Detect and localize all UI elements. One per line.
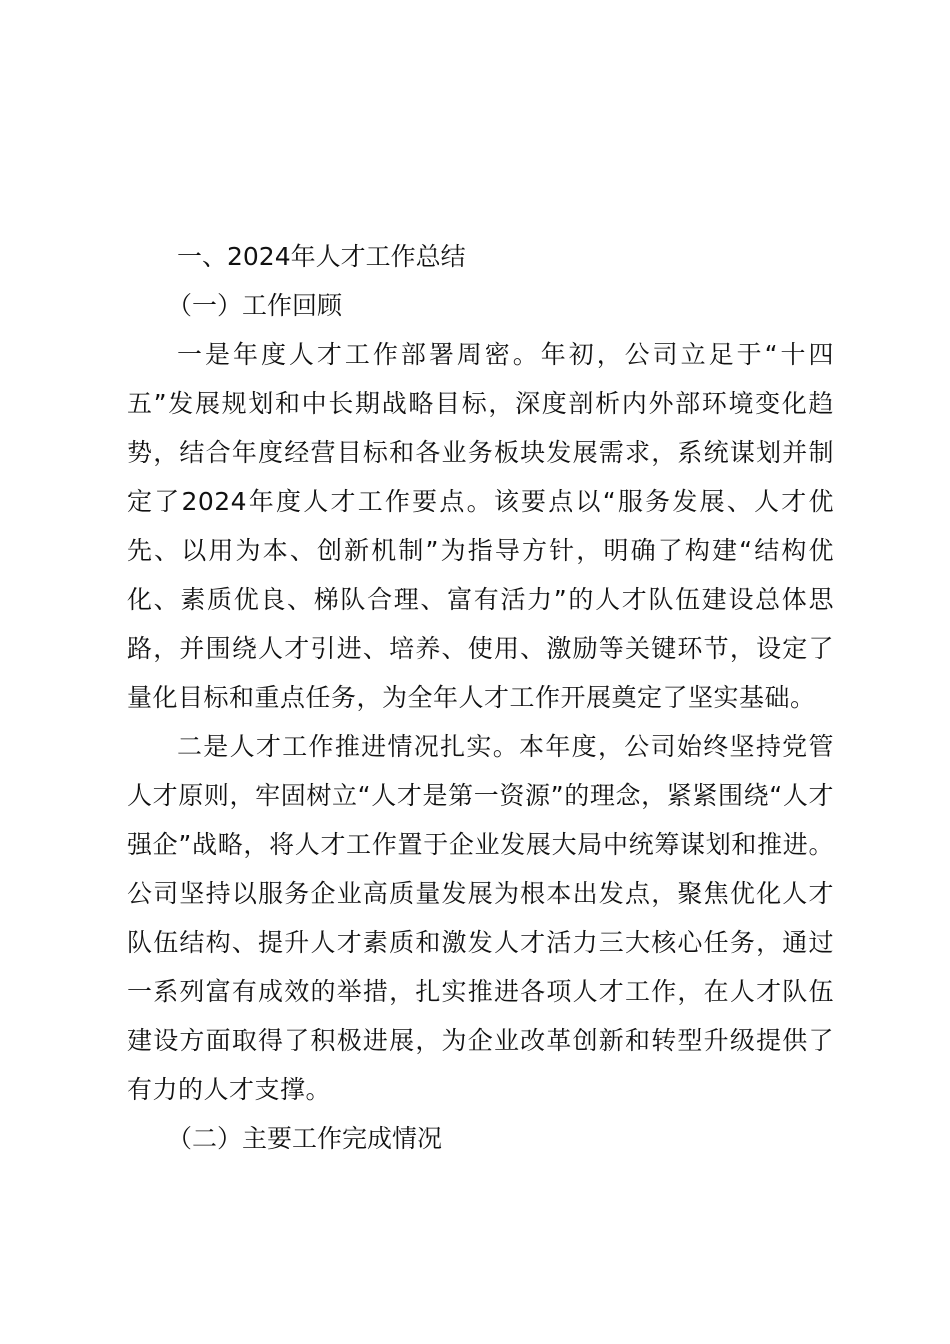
subsection-title-review: （一）工作回顾 xyxy=(167,291,343,320)
section-title: 一、2024年人才工作总结 xyxy=(177,242,466,271)
paragraph-progress: 二是人才工作推进情况扎实。本年度，公司始终坚持党管人才原则，牢固树立“人才是第一资源”的理念，紧紧围绕“人才强企”战略，将人才工作置于企业发展大局中统筹谋划和推进。公司坚持以服务企业高质量发展为根本出发点，聚焦优化人才队伍结构、提升人才素质和激发人才活力三大核心任务，通过一系列富有成效的举措，扎实推进各项人才工作，在人才队伍建设方面取得了积极进展，为企业改革创新和转型升级提供了有力的人才支撑。 xyxy=(127,732,834,1104)
paragraph-deployment: 一是年度人才工作部署周密。年初，公司立足于“十四五”发展规划和中长期战略目标，深度剖析内外部环境变化趋势，结合年度经营目标和各业务板块发展需求，系统谋划并制定了2024年度人才工作要点。该要点以“服务发展、人才优先、以用为本、创新机制”为指导方针，明确了构建“结构优化、素质优良、梯队合理、富有活力”的人才队伍建设总体思路，并围绕人才引进、培养、使用、激励等关键环节，设定了量化目标和重点任务，为全年人才工作开展奠定了坚实基础。 xyxy=(127,340,834,712)
subsection-title-completion: （二）主要工作完成情况 xyxy=(167,1124,443,1153)
document-body xyxy=(127,232,834,1163)
